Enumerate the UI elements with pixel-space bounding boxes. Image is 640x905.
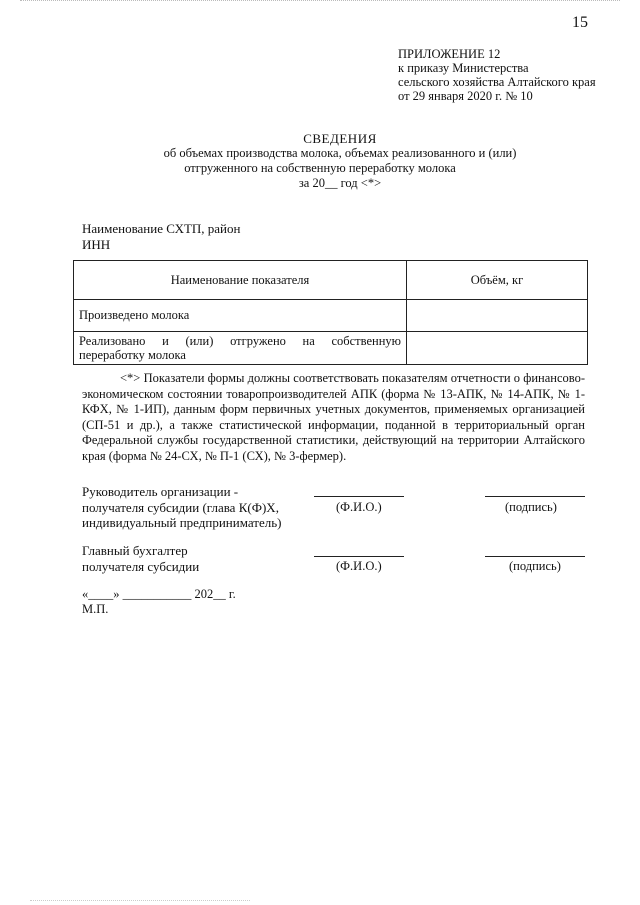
inn-label: ИНН bbox=[82, 237, 111, 252]
table-row bbox=[74, 332, 588, 365]
appendix-line: от 29 января 2020 г. № 10 bbox=[398, 89, 533, 103]
appendix-block bbox=[398, 47, 596, 103]
row-label: Реализовано и (или) отгружено на собственную bbox=[79, 334, 401, 348]
value-cell bbox=[407, 300, 588, 332]
value-cell bbox=[407, 332, 588, 365]
fio-line bbox=[314, 556, 404, 557]
head-signatory-label bbox=[82, 484, 282, 531]
row-label-cell bbox=[74, 332, 407, 365]
scan-edge-bottom bbox=[30, 900, 250, 902]
appendix-line: к приказу Министерства bbox=[398, 61, 529, 75]
title-heading: СВЕДЕНИЯ bbox=[303, 131, 377, 146]
signatory-line: получателя субсидии bbox=[82, 558, 200, 574]
footnote bbox=[82, 371, 585, 464]
document-title bbox=[120, 131, 560, 191]
date-block bbox=[82, 587, 236, 617]
signatory-line: Руководитель организации - bbox=[82, 484, 239, 499]
fio-caption: (Ф.И.О.) bbox=[336, 500, 382, 514]
fio-line bbox=[314, 496, 404, 497]
accountant-signatory-label bbox=[82, 543, 199, 574]
page-number: 15 bbox=[572, 14, 588, 31]
signature-line bbox=[485, 496, 585, 497]
signature-line bbox=[485, 556, 585, 557]
footnote-marker: <*> bbox=[120, 371, 141, 385]
title-line: об объемах производства молока, объемах реализованного и (или) bbox=[163, 146, 517, 160]
stamp-place: М.П. bbox=[82, 602, 109, 616]
appendix-title: ПРИЛОЖЕНИЕ 12 bbox=[398, 47, 501, 61]
indicators-table bbox=[73, 260, 588, 365]
scan-edge-top bbox=[20, 0, 620, 2]
org-name-label: Наименование СХТП, район bbox=[82, 221, 241, 236]
signatory-line: Главный бухгалтер bbox=[82, 543, 188, 558]
fio-caption: (Ф.И.О.) bbox=[336, 559, 382, 573]
row-label: Произведено молока bbox=[74, 300, 407, 332]
row-label: переработку молока bbox=[79, 348, 186, 362]
signature-caption: (подпись) bbox=[505, 500, 557, 514]
signatory-line: индивидуальный предприниматель) bbox=[82, 515, 282, 530]
table-row bbox=[74, 300, 588, 332]
organization-block bbox=[82, 221, 240, 253]
table-header-row bbox=[74, 261, 588, 300]
footnote-text: Показатели формы должны соответствовать показателям отчетности о финансово-экономическом состоянии товаропроизводителей АПК (форма № 13-АПК, № 14-АПК, № 1-КФХ, № 1-ИП), данным форм первичных учетных документов, применяемых организацией (СП-51 и др.), а также статистической информации, поданной в территориальный орган Федеральной службы государственной статистики, действующий на территории Алтайского края (форма № 24-СХ, № П-1 (СХ), № 3-фермер). bbox=[82, 371, 585, 463]
column-header: Объём, кг bbox=[407, 261, 588, 300]
date-line: «____» ___________ 202__ г. bbox=[82, 587, 236, 601]
title-line: отгруженного на собственную переработку молока bbox=[184, 161, 456, 175]
signature-caption: (подпись) bbox=[509, 559, 561, 573]
appendix-line: сельского хозяйства Алтайского края bbox=[398, 75, 596, 89]
title-year-line: за 20__ год <*> bbox=[298, 176, 382, 190]
signatory-line: получателя субсидии (глава К(Ф)Х, bbox=[82, 499, 279, 515]
column-header: Наименование показателя bbox=[74, 261, 407, 300]
